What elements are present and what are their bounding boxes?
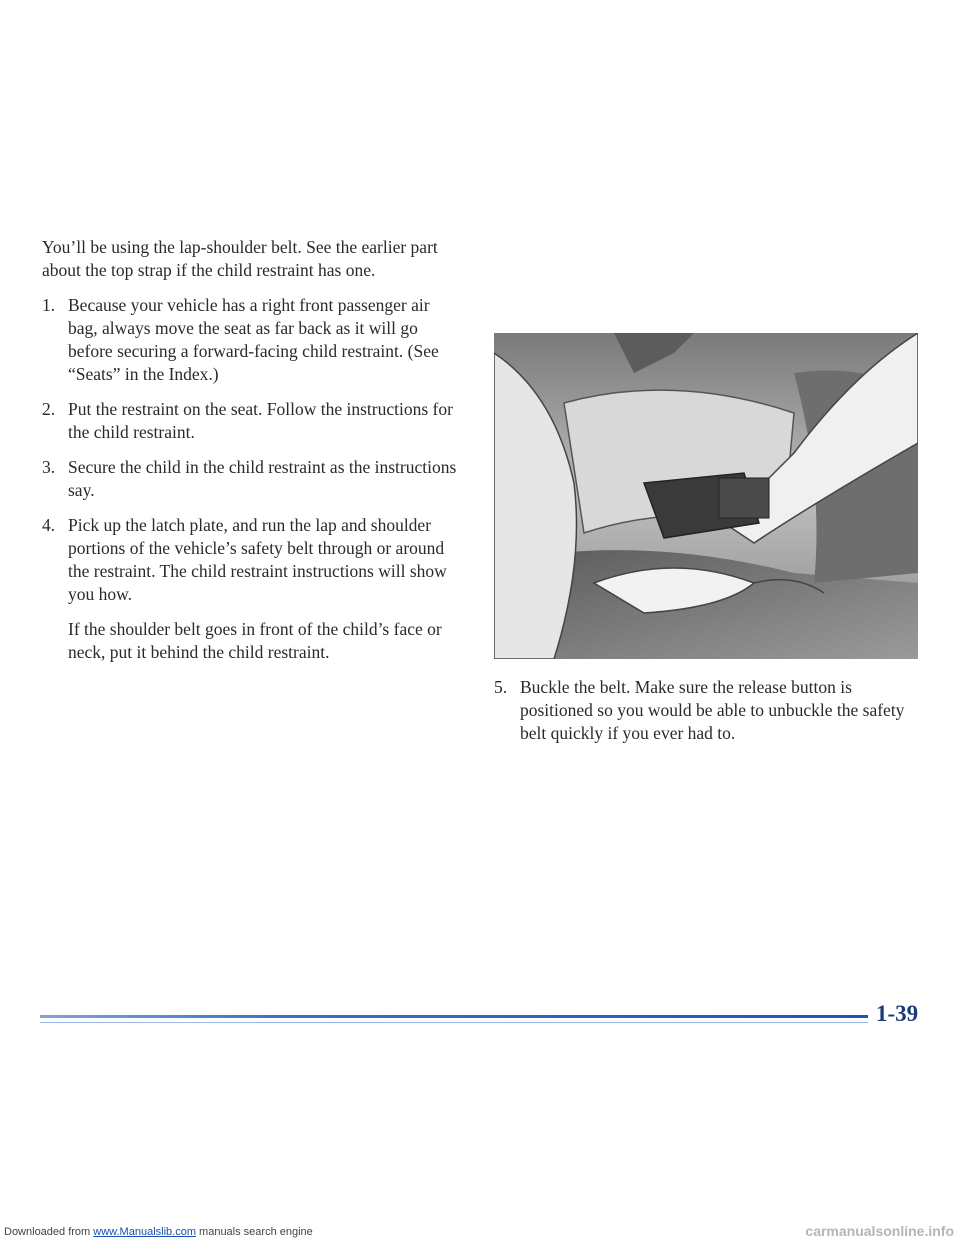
left-column	[42, 236, 462, 664]
footer-rule	[40, 1015, 868, 1018]
footer-rule-thin	[40, 1022, 868, 1023]
step-item-5	[494, 676, 924, 745]
step-item-1	[42, 294, 462, 386]
step-text: Because your vehicle has a right front passenger air bag, always move the seat as far back as it will go before securing a forward-facing child restraint. (See “Seats” in the Index.)	[68, 295, 439, 384]
step-text: Put the restraint on the seat. Follow the instructions for the child restraint.	[68, 399, 453, 442]
page-number: 1-39	[876, 1001, 919, 1026]
step-number: 4.	[42, 515, 56, 535]
intro-paragraph: You’ll be using the lap-shoulder belt. See the earlier part about the top strap if the child restraint has one.	[42, 237, 438, 280]
download-credit	[4, 1226, 313, 1238]
step-number: 1.	[42, 295, 56, 315]
step-number: 5.	[494, 677, 508, 697]
download-prefix: Downloaded from	[4, 1226, 94, 1238]
buckle-illustration	[494, 333, 918, 659]
step-item-4	[42, 514, 462, 606]
step-text: Pick up the latch plate, and run the lap and shoulder portions of the vehicle’s safety belt through or around the restraint. The child restraint instructions will show you how.	[68, 515, 447, 604]
site-watermark: carmanualsonline.info	[805, 1223, 954, 1239]
steps-list	[42, 294, 462, 606]
shoulder-belt-note: If the shoulder belt goes in front of the child’s face or neck, put it behind the child restraint.	[68, 619, 442, 662]
buckle-illustration-drawing	[494, 333, 918, 659]
step-number: 3.	[42, 457, 56, 477]
download-suffix: manuals search engine	[195, 1226, 313, 1238]
step-item-2	[42, 398, 462, 444]
step-item-3	[42, 456, 462, 502]
step-text: Buckle the belt. Make sure the release button is positioned so you would be able to unbuckle the safety belt quickly if you ever had to.	[520, 677, 905, 743]
step-number: 2.	[42, 399, 56, 419]
manualslib-link[interactable]: www.Manualslib.com	[93, 1226, 196, 1238]
step-text: Secure the child in the child restraint as the instructions say.	[68, 457, 457, 500]
